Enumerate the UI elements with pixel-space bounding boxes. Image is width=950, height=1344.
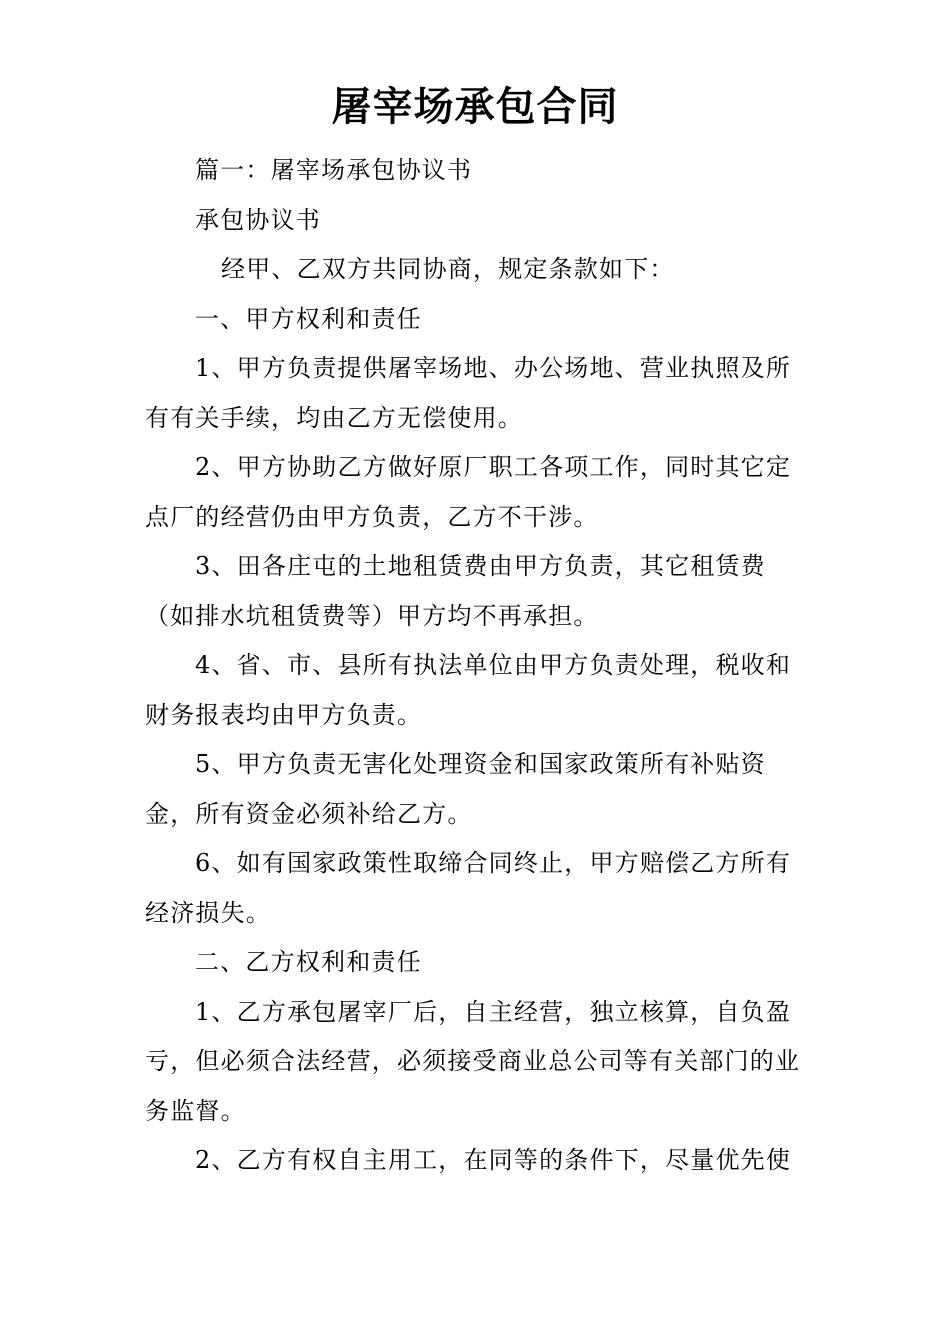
paragraph: 篇一：屠宰场承包协议书 (195, 156, 473, 184)
paragraph: 1、乙方承包屠宰厂后，自主经营，独立核算，自负盈亏，但必须合法经营，必须接受商业总公司等有关部门的业务监督。 (145, 997, 801, 1125)
paragraph: 二、乙方权利和责任 (195, 948, 422, 976)
paragraph: 一、甲方权利和责任 (195, 304, 422, 333)
paragraph: 6、如有国家政策性取缔合同终止，甲方赔偿乙方所有经济损失。 (145, 849, 792, 927)
paragraph: 承包协议书 (195, 205, 321, 234)
paragraph: 5、甲方负责无害化处理资金和国家政策所有补贴资金，所有资金必须补给乙方。 (145, 750, 766, 828)
paragraph: 2、甲方协助乙方做好原厂职工各项工作，同时其它定点厂的经营仍由甲方负责，乙方不干涉。 (145, 453, 792, 531)
document-title: 屠宰场承包合同 (331, 83, 619, 130)
document-body (145, 146, 810, 1186)
paragraph: 2、乙方有权自主用工，在同等的条件下，尽量优先使 (195, 1146, 792, 1174)
paragraph: 经甲、乙双方共同协商，规定条款如下： (221, 255, 675, 283)
paragraph: 4、省、市、县所有执法单位由甲方负责处理，税收和财务报表均由甲方负责。 (145, 651, 792, 729)
paragraph: 1、甲方负责提供屠宰场地、办公场地、营业执照及所有有关手续，均由乙方无偿使用。 (145, 354, 792, 432)
paragraph: 3、田各庄屯的土地租赁费由甲方负责，其它租赁费（如排水坑租赁费等）甲方均不再承担。 (145, 552, 766, 630)
